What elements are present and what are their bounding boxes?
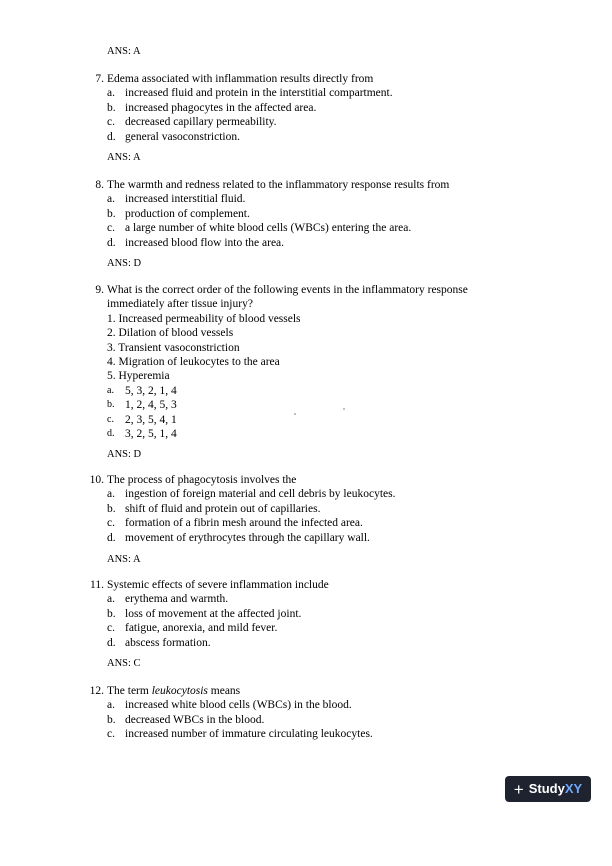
question-text: The term leukocytosis means — [107, 685, 241, 697]
question-stem — [80, 72, 520, 86]
option-a: a. 5, 3, 2, 1, 4 — [107, 384, 177, 397]
event-item: 3. Transient vasoconstriction — [107, 341, 240, 354]
question-stem — [80, 473, 520, 487]
question-stem — [80, 684, 520, 698]
option-b: b. decreased WBCs in the blood. — [107, 713, 265, 726]
question-12 — [80, 684, 520, 742]
option-b: b. increased phagocytes in the affected area. — [107, 101, 317, 114]
event-item: 4. Migration of leukocytes to the area — [107, 356, 280, 369]
option-d: d. general vasoconstriction. — [107, 130, 240, 143]
option-a: a. increased fluid and protein in the interstitial compartment. — [107, 87, 393, 100]
option-d: d. abscess formation. — [107, 636, 211, 649]
question-text: What is the correct order of the following events in the inflammatory response — [107, 284, 468, 296]
question-number: 12. — [89, 685, 104, 697]
option-d: d. movement of erythrocytes through the capillary wall. — [107, 531, 370, 544]
plus-icon: + — [513, 779, 524, 799]
brand-accent: XY — [564, 780, 583, 796]
question-8 — [80, 178, 520, 250]
event-item: 2. Dilation of blood vessels — [107, 327, 234, 340]
answer-q8: ANS: D — [107, 258, 142, 269]
question-stem — [80, 578, 520, 592]
question-number: 10. — [89, 474, 104, 486]
option-b: b. loss of movement at the affected joint. — [107, 607, 302, 620]
speck-mark — [294, 413, 296, 415]
option-c: c. a large number of white blood cells (WBCs) entering the area. — [107, 222, 412, 235]
option-a: a. ingestion of foreign material and cell debris by leukocytes. — [107, 488, 396, 501]
option-b: b. production of complement. — [107, 207, 250, 220]
question-text-continued: immediately after tissue injury? — [107, 298, 253, 311]
question-10 — [80, 473, 520, 545]
question-7 — [80, 72, 520, 144]
option-c: c. fatigue, anorexia, and mild fever. — [107, 622, 278, 635]
option-c: c. decreased capillary permeability. — [107, 116, 277, 129]
studyxy-watermark-badge[interactable] — [505, 776, 591, 802]
question-stem — [80, 178, 520, 192]
answer-q9: ANS: D — [107, 449, 142, 460]
question-text: The warmth and redness related to the inflammatory response results from — [107, 179, 450, 191]
option-b: b. shift of fluid and protein out of capillaries. — [107, 502, 321, 515]
option-a: a. increased white blood cells (WBCs) in the blood. — [107, 699, 352, 712]
answer-q7: ANS: A — [107, 152, 141, 163]
option-b: b. 1, 2, 4, 5, 3 — [107, 399, 177, 412]
speck-mark — [343, 408, 345, 410]
question-number: 11. — [90, 579, 104, 591]
question-text: The process of phagocytosis involves the — [107, 474, 297, 486]
question-number: 8. — [95, 179, 104, 191]
brand-main: Study — [528, 780, 565, 796]
event-item: 5. Hyperemia — [107, 370, 170, 383]
question-9 — [80, 283, 520, 441]
brand-name — [529, 782, 582, 796]
option-a: a. erythema and warmth. — [107, 593, 229, 606]
option-d: d. increased blood flow into the area. — [107, 236, 285, 249]
question-number: 7. — [95, 73, 104, 85]
answer-q6: ANS: A — [107, 46, 141, 57]
question-11 — [80, 578, 520, 650]
answer-q10: ANS: A — [107, 554, 141, 565]
option-d: d. 3, 2, 5, 1, 4 — [107, 428, 177, 441]
question-text: Edema associated with inflammation results directly from — [107, 73, 374, 85]
option-c: c. increased number of immature circulating leukocytes. — [107, 728, 373, 741]
question-text: Systemic effects of severe inflammation include — [107, 579, 329, 591]
event-item: 1. Increased permeability of blood vessels — [107, 312, 301, 325]
answer-q11: ANS: C — [107, 658, 141, 669]
question-number: 9. — [95, 284, 104, 296]
emphasized-term: leukocytosis — [151, 685, 208, 697]
option-a: a. increased interstitial fluid. — [107, 193, 246, 206]
option-c: c. 2, 3, 5, 4, 1 — [107, 413, 177, 426]
option-c: c. formation of a fibrin mesh around the infected area. — [107, 517, 363, 530]
question-stem — [80, 283, 520, 297]
